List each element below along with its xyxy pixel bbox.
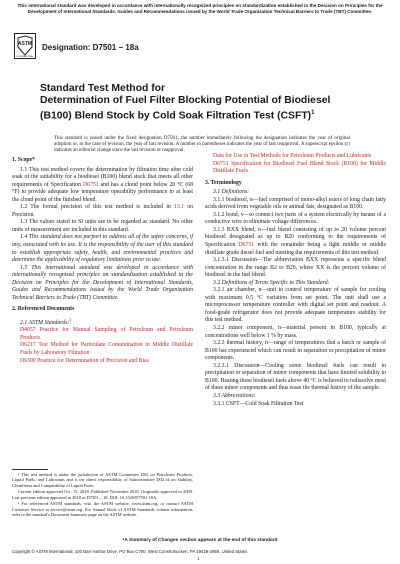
- svg-text:INTERNATIONAL: INTERNATIONAL: [16, 56, 34, 58]
- title-line-1: Standard Test Method for: [40, 83, 166, 94]
- section-1-heading: 1. Scope*: [12, 157, 35, 163]
- para-3-1: 3.1 Definitions:: [213, 189, 250, 196]
- left-column: [12, 153, 193, 365]
- section-3-heading: 3. Terminology: [205, 179, 242, 186]
- astm-logo-icon: [14, 33, 36, 59]
- summary-of-changes-note: *A Summary of Changes section appears at the end of this standard: [122, 538, 278, 543]
- page-number: 1: [197, 557, 200, 562]
- footnote-1: ¹ This test method is under the jurisdiction of ASTM Committee D02 on Petroleum Products, Liquid Fuels, and Lubricants and is the direct responsibility of Subcommittee D02.14 on Stability, Cleanliness and Compatibility of Liquid Fuels.: [12, 472, 193, 488]
- designation: Designation: D7501 − 18a: [42, 43, 139, 52]
- section-2-heading: 2. Referenced Documents: [12, 306, 75, 313]
- para-3-2-1: 3.2.1 air chamber, n—unit to control temperature of sample for cooling with maximum 0.5 °C variation from set point. The unit shall use a microprocessor temperature controller with digital set point and readout. A food-grade refrigerator does not provide adequate temperature stability for this test method.: [205, 287, 386, 324]
- para-3-2-2: 3.2.2 minor component, n—material present in B100, typically at concentrations well below 1 % by mass.: [205, 325, 386, 339]
- title-footnote-mark: 1: [311, 110, 315, 116]
- para-1-5: 1.5 This international standard was developed in accordance with internationally recognized principles on standardization established in the Decision on Principles for the Development of International Standards, Guides and Recommendations issued by the World Trade Organization Technical Barriers to Trade (TBT) Committee.: [12, 264, 193, 301]
- para-3-2: 3.2 Definitions of Terms Specific to This Standard:: [213, 279, 330, 286]
- copyright-line: Copyright © ASTM International, 100 Barr Harbor Drive, PO Box C700, West Conshohocken, PA 19428-2959. United States: [12, 549, 248, 554]
- link-13-1[interactable]: 13.1: [173, 204, 185, 211]
- para-3-1-3-1: 3.1.3.1 Discussion—The abbreviation BXX represents a specific blend concentration in the range B2 to B20, where XX is the percent volume of biodiesel in the fuel blend.: [205, 257, 386, 279]
- para-1-3: 1.3 The values stated in SI units are to be regarded as standard. No other units of measurement are included in this standard.: [12, 219, 193, 233]
- link-d6751[interactable]: D6751: [83, 181, 99, 188]
- para-3-2-3-1: 3.2.3.1 Discussion—Cooling some biodiesel fuels can result in precipitation or separation of minor components that have limited solubility in B100. Heating these biodiesel fuels above 40 °C is believed to redissolve most of these minor components and thus erase the thermal history of the sample.: [205, 362, 386, 392]
- standard-notice: This international standard was developed in accordance with internationally recognized principles on standardization established in the Decision on Principles for the Development of International Standards, Guides and Recommendations issued by the World Trade Organization Technical Barriers to Trade (TBT) Committee.: [17, 3, 383, 14]
- footnotes: [12, 469, 193, 519]
- link-d6751-2[interactable]: D6751: [238, 242, 255, 249]
- para-1-2: 1.2 The formal precision of this test method is included in 13.1 on Precision.: [12, 204, 193, 218]
- astm-logo: [14, 33, 36, 59]
- title-line-3: (B100) Blend Stock by Cold Soak Filtration Test (CSFT)$^1$: [40, 110, 315, 122]
- footnote-2: ² For referenced ASTM standards, visit the ASTM website, www.astm.org, or contact ASTM Customer Service at service@astm.org. For Annual Book of ASTM Standards volume information, refer to the standard's Document Summary page on the ASTM website.: [12, 501, 193, 518]
- footnote-rule: [12, 469, 48, 470]
- para-3-3-1: 3.3.1 CSFT—Cold Soak Filtration Test: [213, 400, 304, 407]
- para-3-2-3: 3.2.3 thermal history, n—range of temperatures that a batch or sample of B100 has experienced which can result in separation or precipitation of minor components.: [205, 340, 386, 362]
- para-1-1: 1.1 This test method covers the determination by filtration time after cold soak of the suitability for a biodiesel (B100) blend stock that meets all other requirements of Specification D6751 and has a cloud point below 20 °C (68 °F) to provide adequate low temperature operability performance to at least the cloud point of the finished blend.: [12, 166, 193, 203]
- reference-d6751[interactable]: D6751 Specification for Biodiesel Fuel Blend Stock (B100) for Middle Distillate Fuels: [213, 160, 386, 175]
- document-title: [40, 83, 340, 122]
- svg-text:ASTM: ASTM: [17, 41, 33, 47]
- reference-d6300[interactable]: D6300 Practice for Determination of Precision and Bias: [20, 357, 149, 364]
- para-3-1-3: 3.1.3 BXX blend, n—fuel blend consisting of up to 20 volume percent biodiesel designated as up to B20 conforming to the requirements of Specification D6751 with the remainder being a light middle or middle distillate grade diesel fuel and meeting the requirements of this test method.: [205, 226, 386, 256]
- para-3-1-2: 3.1.2 bond, v—to connect two parts of a system electrically by means of a conductive wire to eliminate voltage differences.: [205, 211, 386, 226]
- title-line-2: Determination of Fuel Filter Blocking Potential of Biodiesel: [40, 95, 331, 106]
- para-1-4: 1.4 This standard does not purport to address all of the safety concerns, if any, associated with its use. It is the responsibility of the user of this standard to establish appropriate safety, health, and environmental practices and determine the applicability of regulatory limitations prior to use.: [12, 234, 193, 264]
- para-3-3: 3.3 Abbreviations:: [213, 392, 256, 399]
- reference-d6300-continued[interactable]: Data for Use in Test Methods for Petroleum Products and Lubricants: [213, 153, 372, 159]
- right-column: [205, 153, 386, 408]
- reference-d4057[interactable]: D4057 Practice for Manual Sampling of Petroleum and Petroleum Products: [20, 327, 193, 341]
- issue-note: This standard is issued under the fixed designation D7501; the number immediately following the designation indicates the year of original adoption or, in the case of revision, the year of last revision. A number in parentheses indicates the year of last reapproval. A superscript epsilon (ε) indicates an editorial change since the last revision or reapproval.: [54, 136, 350, 154]
- para-2-1: 2.1 ASTM Standards:$^2$: [20, 316, 72, 326]
- para-3-1-1: 3.1.1 biodiesel, n—fuel comprised of mono-alkyl esters of long chain fatty acids derived from vegetable oils or animal fats, designated as B100.: [205, 196, 386, 211]
- reference-d6217[interactable]: D6217 Test Method for Particulate Contamination in Middle Distillate Fuels by Laboratory Filtration: [20, 342, 193, 357]
- footnote-1-edition: Current edition approved Oct. 15, 2018. Published November 2018. Originally approved in 2009. Last previous edition approved in 2018 as D7501 – 18. DOI: 10.1520/D7501-18A.: [12, 489, 193, 500]
